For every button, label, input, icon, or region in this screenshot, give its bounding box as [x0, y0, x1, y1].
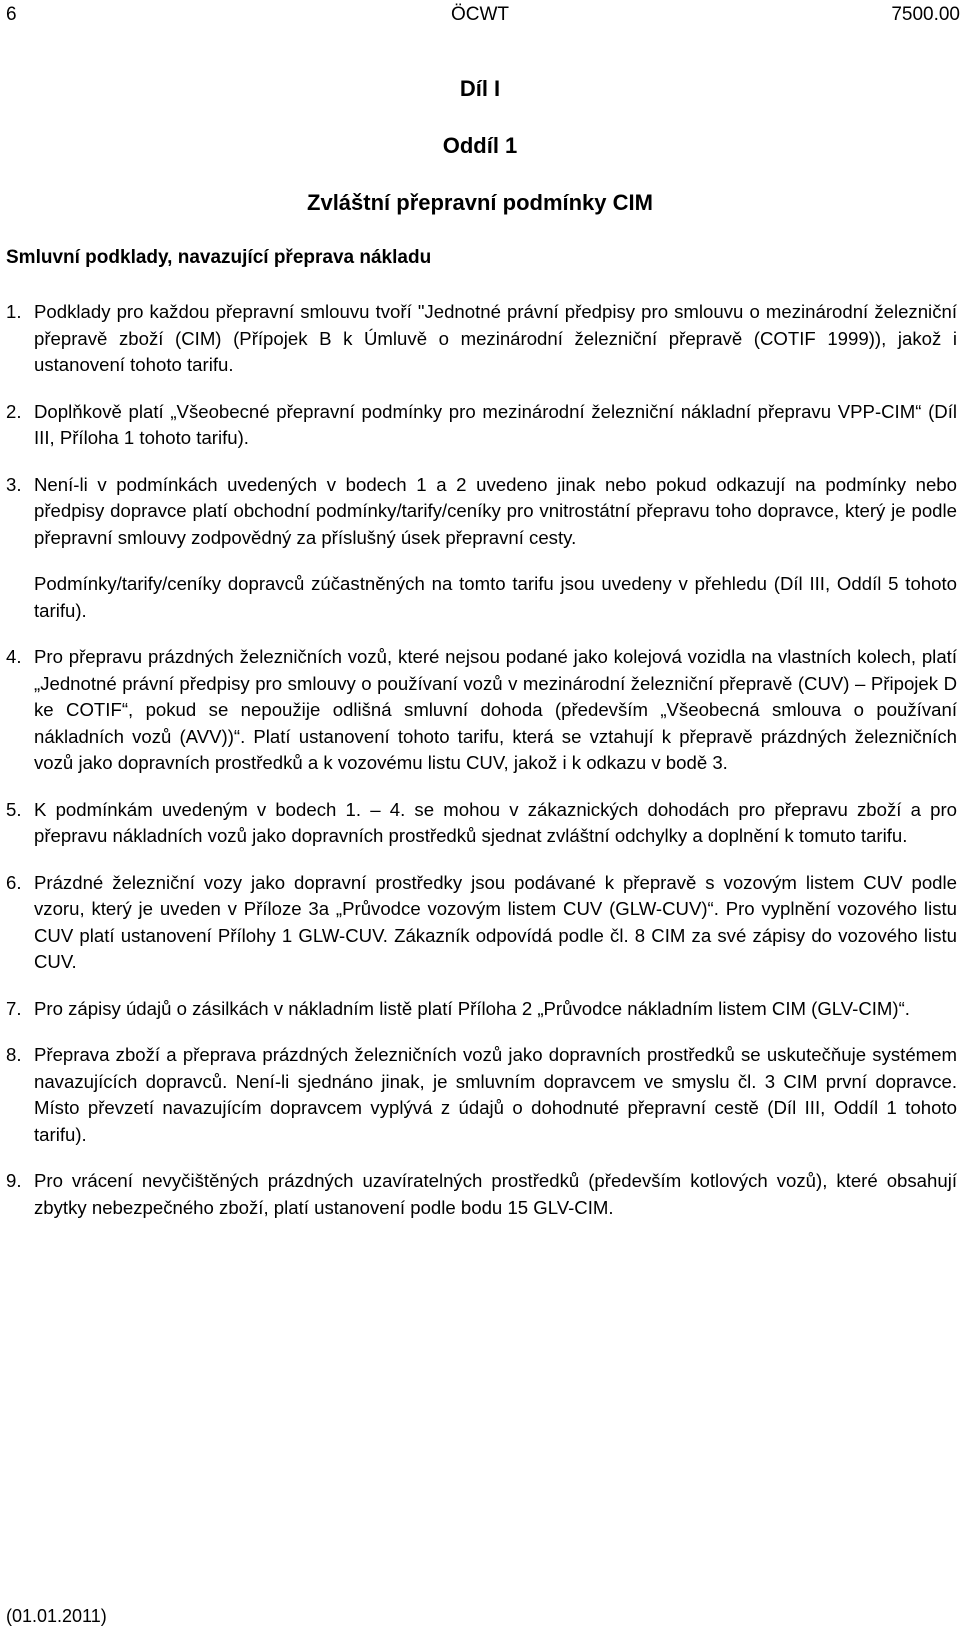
item-number: 3.: [6, 473, 22, 495]
item-text: Pro zápisy údajů o zásilkách v nákladním listě platí Příloha 2 „Průvodce nákladním listem CIM (GLV-CIM)“.: [34, 997, 910, 1019]
paragraph-text: Podmínky/tarify/ceníky dopravců zúčastněných na tomto tarifu jsou uvedeny v přehledu (Díl III, Oddíl 5 tohoto tarifu).: [34, 573, 957, 621]
paragraph: [0, 571, 957, 624]
list-item: [0, 1042, 957, 1148]
item-text: Prázdné železniční vozy jako dopravní prostředky jsou podávané k přepravě s vozovým listem CUV podle vzoru, který je uveden v Příloze 3a „Průvodce vozovým listem CUV (GLW-CUV)“. Pro vyplnění vozového listu CUV platí ustanovení Přílohy 1 GLW-CUV. Zákazník odpovídá podle čl. 8 CIM za své zápisy do vozového listu CUV.: [34, 871, 957, 972]
item-text: Podklady pro každou přepravní smlouvu tvoří "Jednotné právní předpisy pro smlouvu o mezinárodní železniční přepravě zboží (CIM) (Přípojek B k Úmluvě o mezinárodní železniční přepravě (COTIF 1999)), jakož i ustanovení tohoto tarifu.: [34, 301, 957, 375]
list-item: [0, 399, 957, 452]
item-number: 5.: [6, 798, 22, 820]
item-number: 2.: [6, 400, 22, 422]
item-text: Pro vrácení nevyčištěných prázdných uzavíratelných prostředků (především kotlových vozů), které obsahují zbytky nebezpečného zboží, platí ustanovení podle bodu 15 GLV-CIM.: [34, 1170, 957, 1218]
item-text: Pro přepravu prázdných železničních vozů, které nejsou podané jako kolejová vozidla na vlastních kolech, platí „Jednotné právní předpisy pro smlouvy o používaní vozů v mezinárodní železniční přepravě (CUV) – Připojek D ke COTIF“, pokud se nepoužije odlišná smluvní dohoda (především „Všeobecná smlouva o používaní nákladních vozů (AVV))“. Platí ustanovení tohoto tarifu, která se vztahují k přepravě prázdných železničních vozů jako dopravních prostředků a k vozovému listu CUV, jakož i k odkazu v bodě 3.: [34, 646, 957, 773]
item-number: 1.: [6, 301, 22, 322]
document-title: Zvláštní přepravní podmínky CIM: [307, 190, 653, 215]
item-number: 8.: [6, 1044, 22, 1065]
list-item: [0, 472, 957, 552]
list-item: [0, 644, 957, 777]
list-item: [0, 870, 957, 976]
item-number: 4.: [6, 646, 22, 667]
section-heading: Oddíl 1: [442, 133, 518, 158]
item-number: 9.: [6, 1170, 22, 1191]
publisher-name: ÖCWT: [450, 4, 510, 25]
subheading: Smluvní podklady, navazující přeprava nákladu: [6, 247, 432, 268]
list-item: [0, 299, 957, 379]
running-header: [0, 4, 960, 30]
list-item: [0, 996, 957, 1023]
list-item: [0, 1168, 957, 1221]
part-heading: Díl I: [459, 76, 501, 101]
footer-date: (01.01.2011): [6, 1606, 107, 1626]
item-text: Přeprava zboží a přeprava prázdných železničních vozů jako dopravních prostředků se uskutečňuje systémem navazujících dopravců. Není-li sjednáno jinak, je smluvním dopravcem ve smyslu čl. 3 CIM první dopravce. Místo převzetí navazujícím dopravcem vyplývá z údajů o dohodnuté přepravní cestě (Díl III, Oddíl 1 tohoto tarifu).: [34, 1044, 957, 1145]
list-item: [0, 797, 957, 850]
tariff-number: 7500.00: [891, 4, 960, 25]
page-number: 6: [6, 4, 17, 25]
item-text: K podmínkám uvedeným v bodech 1. – 4. se mohou v zákaznických dohodách pro přepravu zboží a pro přepravu nákladních vozů jako dopravních prostředků sjednat zvláštní odchylky a doplnění k tomuto tarifu.: [34, 798, 957, 846]
item-number: 6.: [6, 871, 22, 893]
document-body: [0, 299, 957, 1241]
item-text: Není-li v podmínkách uvedených v bodech 1 a 2 uvedeno jinak nebo pokud odkazují na podmínky nebo předpisy dopravce platí obchodní podmínky/tarify/ceníky pro vnitrostátní přepravu toho dopravce, který je podle přepravní smlouvy zodpovědný za příslušný úsek přepravní cesty.: [34, 473, 957, 548]
item-text: Doplňkově platí „Všeobecné přepravní podmínky pro mezinárodní železniční nákladní přepravu VPP-CIM“ (Díl III, Příloha 1 tohoto tarifu).: [34, 400, 957, 448]
item-number: 7.: [6, 997, 22, 1019]
